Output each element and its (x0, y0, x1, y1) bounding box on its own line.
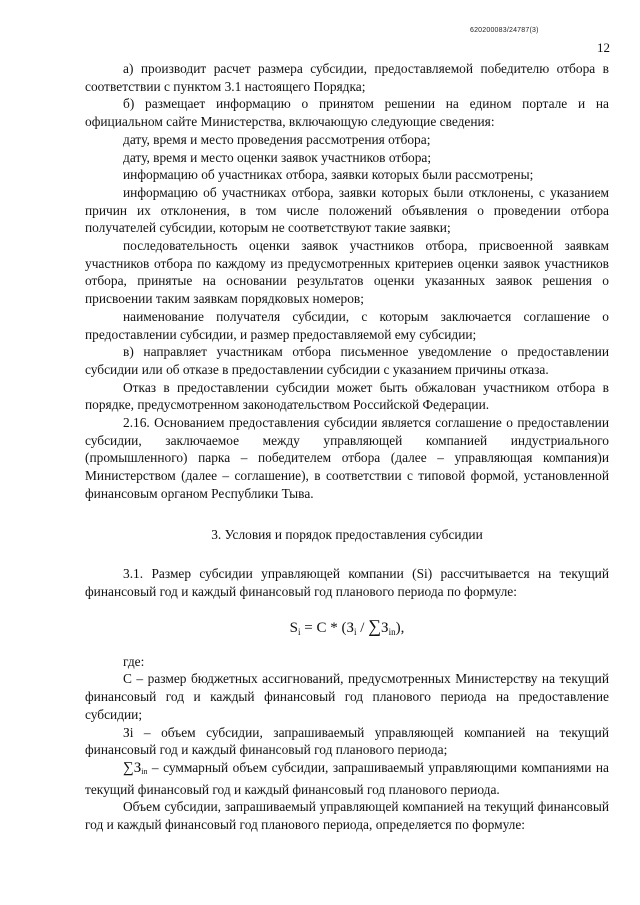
document-registration-code: 620200083/24787(3) (470, 27, 539, 34)
formula-lhs: S (289, 619, 299, 636)
formula-eq: = C * (З (304, 619, 355, 636)
document-body (85, 60, 609, 834)
formula-tail: ), (395, 619, 405, 636)
paragraph-refusal-appeal: Отказ в предоставлении субсидии может быть обжалован участником отбора в порядке, предусмотренном законодательством Российской Федерации. (85, 379, 609, 413)
paragraph-b: б) размещает информацию о принятом решении на едином портале и на официальном сайте Министерства, включающую следующие сведения: (85, 96, 609, 130)
info-item-evaluation-date: дату, время и место оценки заявок участников отбора; (123, 149, 432, 165)
sigma-symbol: ∑ (368, 615, 382, 636)
sum-sigma: ∑ (123, 759, 134, 776)
info-item-review-date: дату, время и место проведения рассмотрения отбора; (123, 131, 431, 147)
definition-zi: Зi – объем субсидии, запрашиваемый управляющей компанией на текущий финансовый год и каждый финансовый год планового периода; (85, 724, 609, 758)
formula-slash: / (356, 619, 369, 636)
formula-sum-term: З (381, 619, 389, 636)
sum-symbol (123, 760, 147, 776)
closing-paragraph: Объем субсидии, запрашиваемый управляющей компанией на текущий финансовый год и каждый финансовый год планового периода, определяется по формуле: (85, 799, 609, 833)
info-item-evaluation-sequence: последовательность оценки заявок участников отбора, присвоенной заявкам участников отбора по каждому из предусмотренных критериев оценки заявок участников отбора, принятые на основании результатов оценки указанных заявок решения о присвоении таким заявкам порядковых номеров; (85, 238, 609, 307)
sum-term: З (133, 759, 142, 776)
info-item-recipient-name: наименование получателя субсидии, с которым заключается соглашение о предоставлении субсидии, и размер предоставляемой ему субсидии; (85, 308, 609, 342)
paragraph-2-16: 2.16. Основанием предоставления субсидии является соглашение о предоставлении субсидии, заключаемое между управляющей компанией индустриального (промышленного) парка – победителем отбора (далее – управляющая компания)и Министерством (далее – соглашение), в соответствии с типовой формой, установленной финансовым органом Республики Тыва. (85, 415, 609, 501)
definition-sum (85, 759, 609, 798)
formula-mid-subscript: i (354, 626, 357, 637)
formula-sum-subscript: in (388, 626, 396, 637)
subsidy-formula (85, 615, 609, 637)
definition-c: C – размер бюджетных ассигнований, предусмотренных Министерству на текущий финансовый год и каждый финансовый год планового периода на предоставление субсидии; (85, 671, 609, 722)
where-label: где: (123, 653, 145, 669)
info-item-reviewed-participants: информацию об участниках отбора, заявки которых были рассмотрены; (123, 167, 534, 183)
formula-lhs-subscript: i (298, 626, 301, 637)
definition-sum-text: – суммарный объем субсидии, запрашиваемый управляющими компаниями на текущий финансовый год и каждый финансовый год планового периода. (85, 759, 609, 797)
paragraph-3-1: 3.1. Размер субсидии управляющей компании (Si) рассчитывается на текущий финансовый год и каждый финансовый год планового периода по формуле: (85, 566, 609, 599)
info-item-rejected-participants: информацию об участниках отбора, заявки которых были отклонены, с указанием причин их отклонения, в том числе положений объявления о проведении отбора получателей субсидии, которым не соответствуют такие заявки; (85, 184, 609, 236)
page-number: 12 (597, 40, 610, 55)
sum-subscript: in (141, 766, 148, 776)
paragraph-v: в) направляет участникам отбора письменное уведомление о предоставлении субсидии или об отказе в предоставлении субсидии с указанием причины отказа. (85, 344, 609, 377)
paragraph-a: а) производит расчет размера субсидии, предоставляемой победителю отбора в соответствии с пунктом 3.1 настоящего Порядка; (85, 61, 609, 94)
section-title: 3. Условия и порядок предоставления субсидии (211, 526, 483, 542)
